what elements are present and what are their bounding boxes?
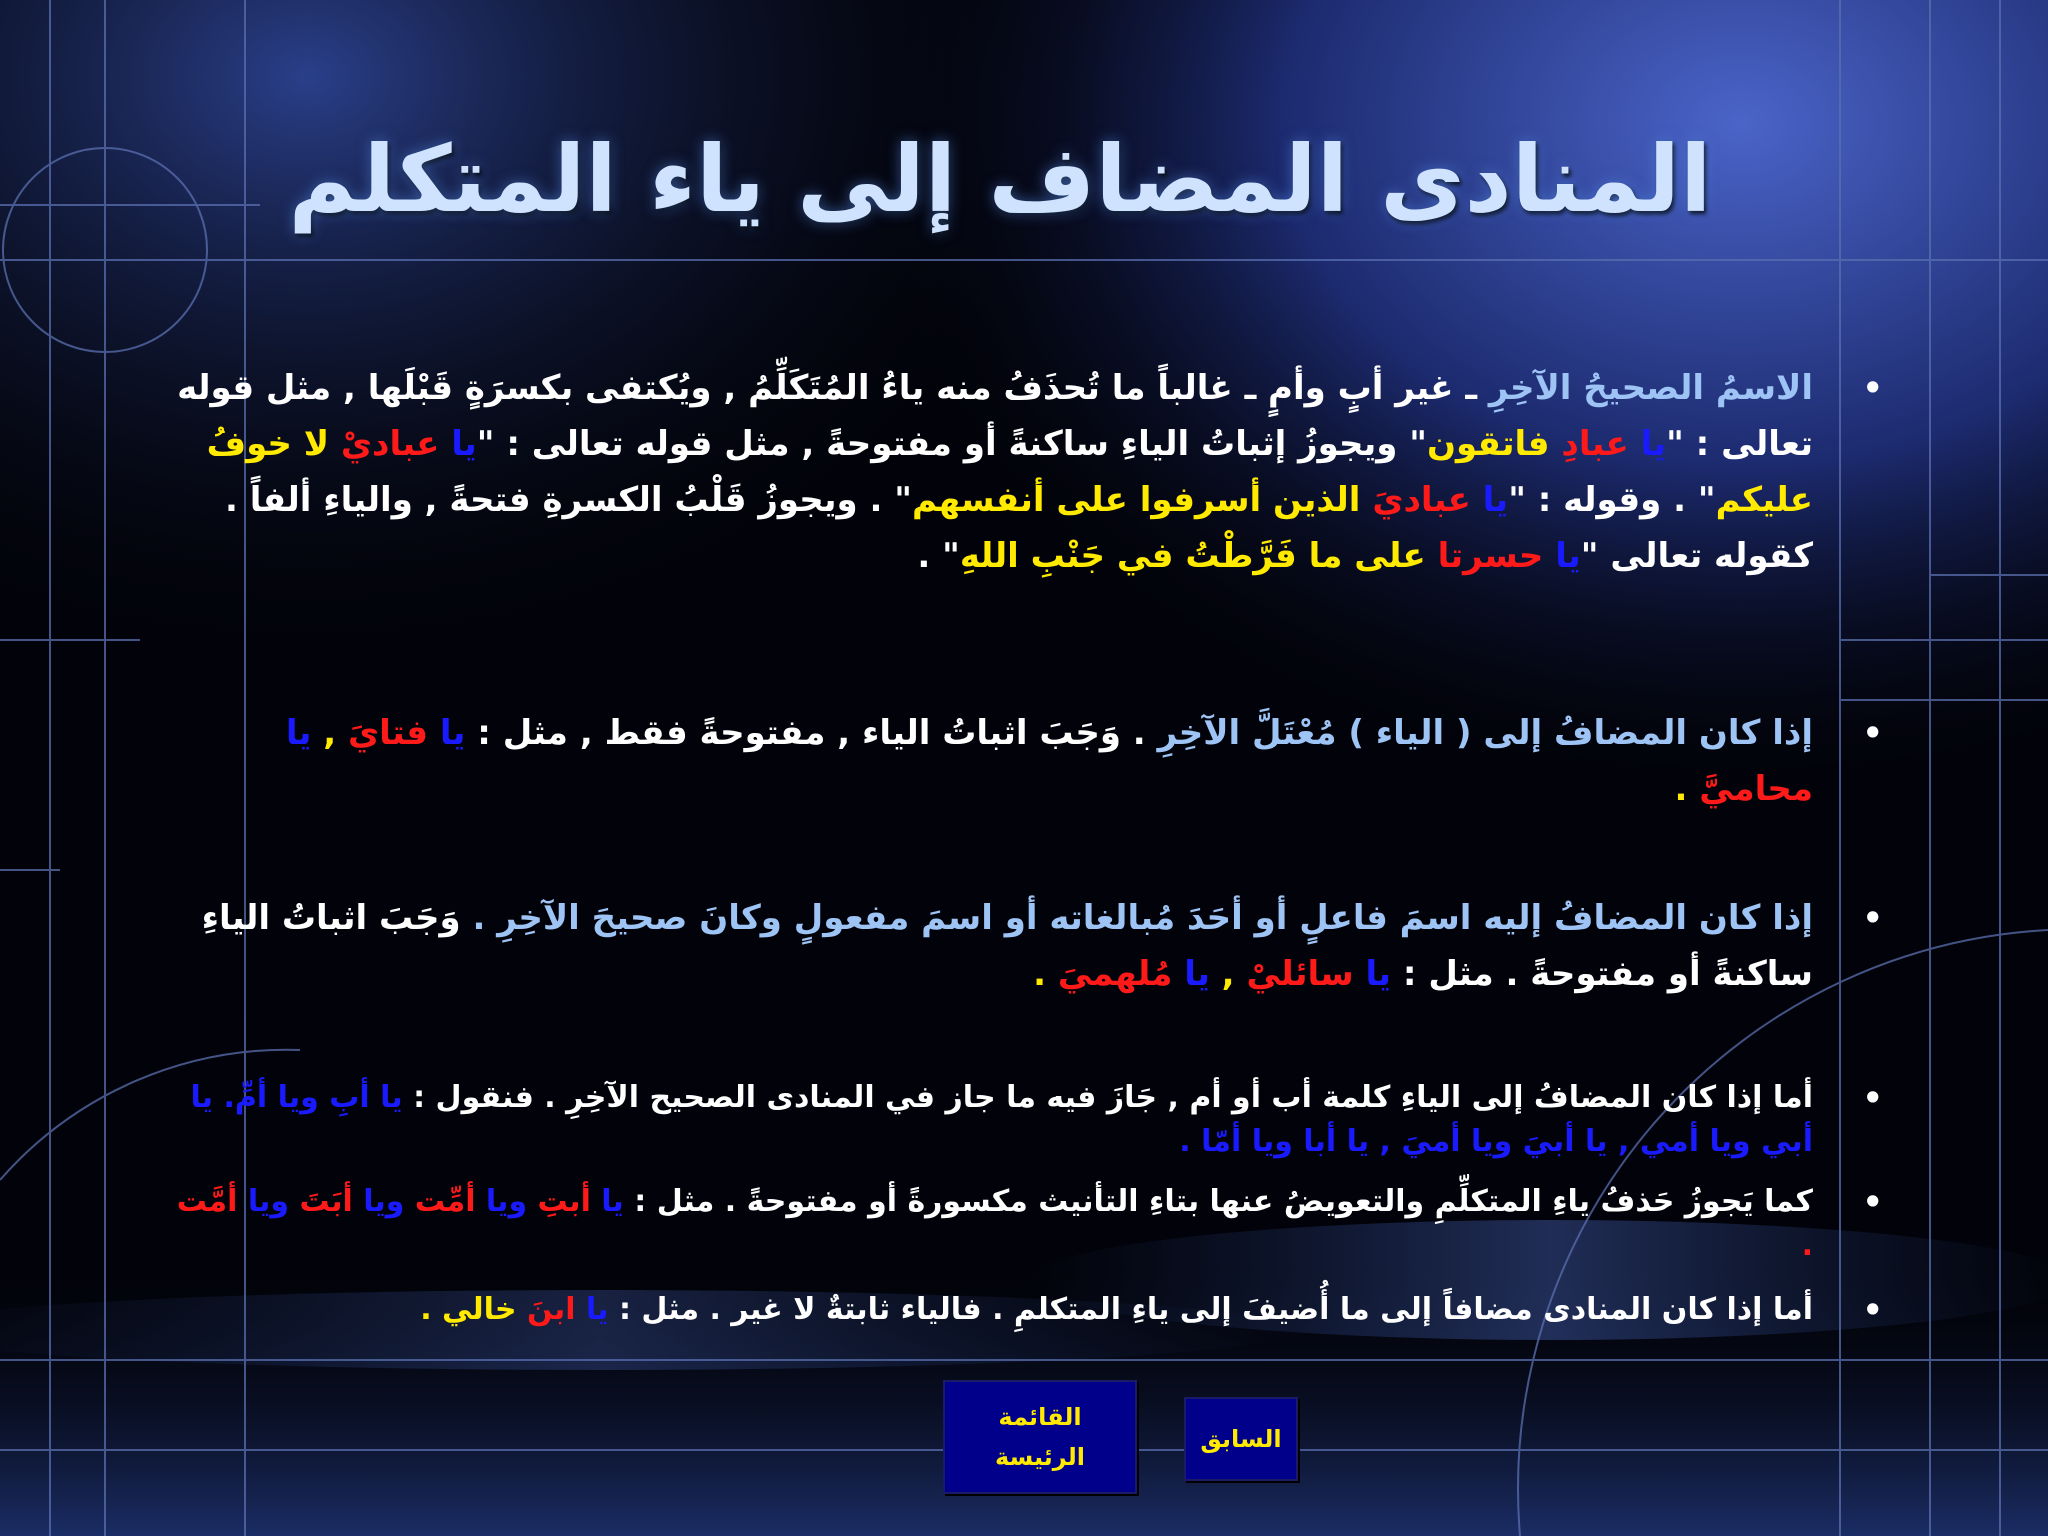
text-segment: يا (285, 713, 312, 753)
text-segment: ـ غير أبٍ وأمٍ ـ غالباً ما تُحذَفُ منه ياءُ المُتَكَلِّمُ , ويُكتفى بكسرَةٍ قَبْلَها , مثل قوله تعالى : " (177, 368, 1813, 464)
text-segment: ابنَ (527, 1292, 586, 1327)
text-segment: مُلهميَ (1057, 954, 1185, 994)
text-segment: عباديَ (1372, 480, 1483, 520)
text-segment: أبَتَ (299, 1184, 364, 1219)
text-segment: الاسمُ الصحيحُ الآخِرِ (1488, 368, 1813, 408)
text-segment: , (1209, 954, 1247, 994)
text-segment: حسرتا (1437, 536, 1556, 576)
text-segment: " ويجوزُ إثباتُ الياءِ ساكنةً أو مفتوحةً , مثل قوله تعالى : " (476, 424, 1427, 464)
home-menu-button[interactable] (943, 1380, 1137, 1494)
paragraph-5 (173, 1180, 1883, 1268)
text-segment: . (1033, 954, 1058, 994)
text-segment: ويا (247, 1184, 300, 1219)
text-segment: عبادِ (1561, 424, 1641, 464)
text-segment: يا (1184, 954, 1210, 994)
paragraph-6 (173, 1288, 1883, 1332)
paragraph-2 (173, 705, 1883, 817)
text-segment: يا (1482, 480, 1509, 520)
bullet: • (1862, 369, 1883, 407)
text-segment: " . (917, 536, 960, 576)
text-segment: على ما فَرَّطْتُ في جَنْبِ اللهِ (959, 536, 1438, 576)
text-segment: . (1674, 769, 1700, 809)
bullet: • (1862, 714, 1883, 752)
text-segment: أما إذا كان المضافُ إلى الياءِ كلمة أب أو أم , جَازَ فيه ما جاز في المنادى الصحيح الآخِرِ . فنقول : (402, 1080, 1813, 1115)
text-segment: محاميَّ (1699, 769, 1813, 809)
text-segment: يا (439, 713, 466, 753)
text-segment: إذا كان المضافُ إليه اسمَ فاعلٍ أو أحَدَ مُبالغاته أو اسمَ مفعولٍ وكانَ صحيحَ الآخِرِ . (472, 898, 1813, 938)
text-segment: عباديْ (340, 424, 452, 464)
previous-button[interactable] (1184, 1397, 1298, 1481)
previous-label: السابق (1200, 1425, 1282, 1453)
text-segment: أمَّت (176, 1184, 248, 1219)
text-segment: يا (586, 1292, 609, 1327)
text-segment: ويا (363, 1184, 415, 1219)
text-segment: كما يَجوزُ حَذفُ ياءِ المتكلِّمِ والتعويضُ عنها بتاءِ التأنيث مكسورةً أو مفتوحةً . مثل : (623, 1184, 1813, 1219)
bullet: • (1862, 1183, 1883, 1221)
text-segment: يا أبِ ويا أمِّ. يا أبي ويا أمي , يا أبيَ ويا أميَ , يا أبا ويا أمّا . (190, 1080, 1813, 1159)
text-segment: الذين أسرفوا على أنفسهم (911, 480, 1373, 520)
text-segment: . (1801, 1228, 1813, 1263)
text-segment: خالي . (420, 1292, 527, 1327)
text-segment: فاتقون (1426, 424, 1562, 464)
slide-title: المنادى المضاف إلى ياء المتكلم (288, 126, 1712, 233)
text-segment: لا خوفُ عليكم (206, 424, 1813, 520)
text-segment: يا (451, 424, 477, 464)
text-segment: " . ويجوزُ قَلْبُ الكسرةِ فتحةً , والياءِ ألفاً . كقوله تعالى " (225, 480, 1813, 576)
text-segment: أما إذا كان المنادى مضافاً إلى ما أُضيفَ إلى ياءِ المتكلمِ . فالياء ثابتةٌ لا غير . مثل : (608, 1292, 1813, 1327)
paragraph-3 (173, 890, 1883, 1002)
text-segment: وَجَبَ اثباتُ الياءِ ساكنةً أو مفتوحةً . مثل : (201, 898, 1813, 994)
text-segment: إذا كان المضافُ إلى ( الياء ) مُعْتَلَّ الآخِرِ (1157, 713, 1813, 753)
text-segment: , (311, 713, 348, 753)
text-segment: ويا (485, 1184, 538, 1219)
text-segment: يا (1555, 536, 1581, 576)
text-segment: يا (1640, 424, 1667, 464)
text-segment: يا (601, 1184, 624, 1219)
text-segment: يا (1365, 954, 1392, 994)
bullet: • (1862, 1079, 1883, 1117)
text-segment: . وَجَبَ اثباتُ الياء , مفتوحةً فقط , مثل : (465, 713, 1158, 753)
text-segment: سائليْ (1246, 954, 1366, 994)
bullet: • (1862, 1291, 1883, 1329)
text-segment: فتايَ (347, 713, 440, 753)
text-segment: أبتِ (537, 1184, 602, 1219)
paragraph-1 (173, 360, 1883, 584)
paragraph-4 (173, 1076, 1883, 1164)
text-segment: " . وقوله : " (1508, 480, 1716, 520)
bullet: • (1862, 899, 1883, 937)
home-menu-label: القائمة الرئيسة (995, 1403, 1085, 1471)
text-segment: أمِّت (414, 1184, 486, 1219)
